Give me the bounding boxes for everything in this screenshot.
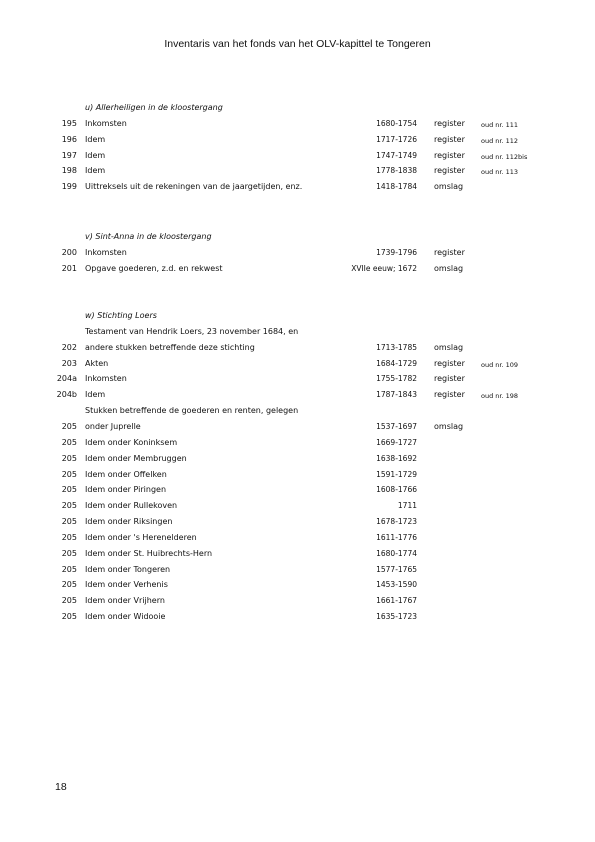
item-description: Idem onder Tongeren bbox=[85, 564, 171, 574]
item-date: 1577-1765 bbox=[376, 564, 417, 574]
item-old-number: oud nr. 111 bbox=[481, 120, 519, 129]
item-description: andere stukken betreffende deze stichting bbox=[85, 342, 255, 352]
item-old-number: oud nr. 198 bbox=[481, 392, 519, 401]
inventory-row bbox=[0, 501, 595, 517]
inventory-row bbox=[0, 596, 595, 612]
item-type: register bbox=[434, 134, 465, 144]
inventory-row bbox=[0, 327, 595, 343]
item-number: 205 bbox=[61, 580, 77, 590]
item-number: 204a bbox=[56, 374, 77, 384]
inventory-row bbox=[0, 264, 595, 280]
item-type: register bbox=[434, 150, 465, 160]
inventory-row bbox=[0, 580, 595, 596]
item-description: Idem onder Riksingen bbox=[85, 517, 173, 527]
item-number: 196 bbox=[61, 134, 77, 144]
item-number: 205 bbox=[61, 564, 77, 574]
item-description: Akten bbox=[85, 358, 109, 368]
item-number: 200 bbox=[61, 247, 77, 257]
inventory-row bbox=[0, 151, 595, 167]
item-description: Inkomsten bbox=[85, 374, 127, 384]
page-header: Inventaris van het fonds van het OLV-kapittel te Tongeren bbox=[164, 38, 431, 50]
item-date: 1713-1785 bbox=[376, 342, 417, 352]
item-date: 1717-1726 bbox=[376, 134, 417, 144]
item-type: omslag bbox=[434, 263, 464, 273]
item-type: omslag bbox=[434, 182, 464, 192]
item-number: 205 bbox=[61, 453, 77, 463]
inventory-row bbox=[0, 549, 595, 565]
item-type: register bbox=[434, 390, 465, 400]
item-description: Opgave goederen, z.d. en rekwest bbox=[85, 263, 223, 273]
inventory-row bbox=[0, 248, 595, 264]
item-number: 199 bbox=[61, 182, 77, 192]
inventory-row bbox=[0, 135, 595, 151]
section-title: v) Sint-Anna in de kloostergang bbox=[85, 232, 212, 241]
item-description: Testament van Hendrik Loers, 23 november 1684, en bbox=[85, 326, 299, 336]
item-old-number: oud nr. 112 bbox=[481, 136, 519, 145]
item-type: omslag bbox=[434, 421, 464, 431]
item-description: Stukken betreffende de goederen en renten, gelegen bbox=[85, 406, 299, 416]
item-number: 205 bbox=[61, 501, 77, 511]
item-description: Idem onder St. Huibrechts-Hern bbox=[85, 548, 213, 558]
item-date: XVIIe eeuw; 1672 bbox=[351, 263, 417, 273]
item-date: 1680-1774 bbox=[376, 548, 417, 558]
item-date: 1591-1729 bbox=[376, 469, 417, 479]
item-description: Inkomsten bbox=[85, 247, 127, 257]
inventory-row bbox=[0, 533, 595, 549]
inventory-row bbox=[0, 422, 595, 438]
item-date: 1739-1796 bbox=[376, 247, 417, 257]
item-number: 205 bbox=[61, 421, 77, 431]
item-number: 205 bbox=[61, 532, 77, 542]
item-description: onder Juprelle bbox=[85, 421, 141, 431]
item-description: Idem onder Offelken bbox=[85, 469, 167, 479]
inventory-row bbox=[0, 517, 595, 533]
inventory-row bbox=[0, 470, 595, 486]
item-description: Idem onder Vrijhern bbox=[85, 596, 165, 606]
item-date: 1638-1692 bbox=[376, 453, 417, 463]
item-date: 1635-1723 bbox=[376, 612, 417, 622]
item-type: register bbox=[434, 374, 465, 384]
item-number: 205 bbox=[61, 612, 77, 622]
item-description: Inkomsten bbox=[85, 118, 127, 128]
inventory-row bbox=[0, 485, 595, 501]
inventory-row bbox=[0, 166, 595, 182]
inventory-row bbox=[0, 119, 595, 135]
item-description: Idem onder Widooie bbox=[85, 612, 166, 622]
item-number: 205 bbox=[61, 469, 77, 479]
item-description: Idem bbox=[85, 390, 106, 400]
item-description: Idem onder Rullekoven bbox=[85, 501, 178, 511]
item-date: 1669-1727 bbox=[376, 437, 417, 447]
item-type: register bbox=[434, 166, 465, 176]
inventory-row bbox=[0, 390, 595, 406]
item-number: 205 bbox=[61, 517, 77, 527]
inventory-row bbox=[0, 565, 595, 581]
inventory-row bbox=[0, 182, 595, 198]
item-number: 204b bbox=[56, 390, 77, 400]
item-old-number: oud nr. 109 bbox=[481, 360, 519, 369]
item-type: register bbox=[434, 358, 465, 368]
item-date: 1537-1697 bbox=[376, 421, 417, 431]
item-number: 202 bbox=[61, 342, 77, 352]
inventory-row bbox=[0, 612, 595, 628]
item-description: Idem bbox=[85, 150, 106, 160]
item-description: Idem onder Piringen bbox=[85, 485, 167, 495]
item-number: 205 bbox=[61, 485, 77, 495]
item-number: 205 bbox=[61, 548, 77, 558]
item-date: 1747-1749 bbox=[376, 150, 417, 160]
item-number: 203 bbox=[61, 358, 77, 368]
item-type: register bbox=[434, 118, 465, 128]
page-number: 18 bbox=[55, 781, 67, 793]
item-number: 195 bbox=[61, 118, 77, 128]
item-number: 197 bbox=[61, 150, 77, 160]
section-title: w) Stichting Loers bbox=[85, 311, 157, 320]
item-date: 1608-1766 bbox=[376, 485, 417, 495]
item-date: 1661-1767 bbox=[376, 596, 417, 606]
item-type: omslag bbox=[434, 342, 464, 352]
item-date: 1711 bbox=[397, 501, 417, 511]
item-description: Idem onder Membruggen bbox=[85, 453, 187, 463]
item-date: 1418-1784 bbox=[376, 182, 417, 192]
item-date: 1680-1754 bbox=[376, 118, 417, 128]
item-description: Idem bbox=[85, 166, 106, 176]
item-description: Idem onder Koninksem bbox=[85, 437, 178, 447]
item-type: register bbox=[434, 247, 465, 257]
inventory-row bbox=[0, 343, 595, 359]
item-date: 1678-1723 bbox=[376, 517, 417, 527]
item-date: 1778-1838 bbox=[376, 166, 417, 176]
item-date: 1755-1782 bbox=[376, 374, 417, 384]
item-number: 205 bbox=[61, 596, 77, 606]
item-number: 201 bbox=[61, 263, 77, 273]
item-number: 205 bbox=[61, 437, 77, 447]
inventory-row bbox=[0, 374, 595, 390]
item-description: Idem bbox=[85, 134, 106, 144]
item-old-number: oud nr. 112bis bbox=[481, 152, 528, 161]
inventory-row bbox=[0, 454, 595, 470]
item-description: Idem onder 's Herenelderen bbox=[85, 532, 197, 542]
section-title: u) Allerheiligen in de kloostergang bbox=[85, 103, 223, 112]
item-date: 1684-1729 bbox=[376, 358, 417, 368]
item-date: 1787-1843 bbox=[376, 390, 417, 400]
item-description: Uittreksels uit de rekeningen van de jaargetijden, enz. bbox=[85, 182, 303, 192]
item-number: 198 bbox=[61, 166, 77, 176]
item-date: 1611-1776 bbox=[376, 532, 417, 542]
inventory-row bbox=[0, 359, 595, 375]
inventory-row bbox=[0, 406, 595, 422]
item-description: Idem onder Verhenis bbox=[85, 580, 168, 590]
item-old-number: oud nr. 113 bbox=[481, 168, 519, 177]
inventory-row bbox=[0, 438, 595, 454]
item-date: 1453-1590 bbox=[376, 580, 417, 590]
